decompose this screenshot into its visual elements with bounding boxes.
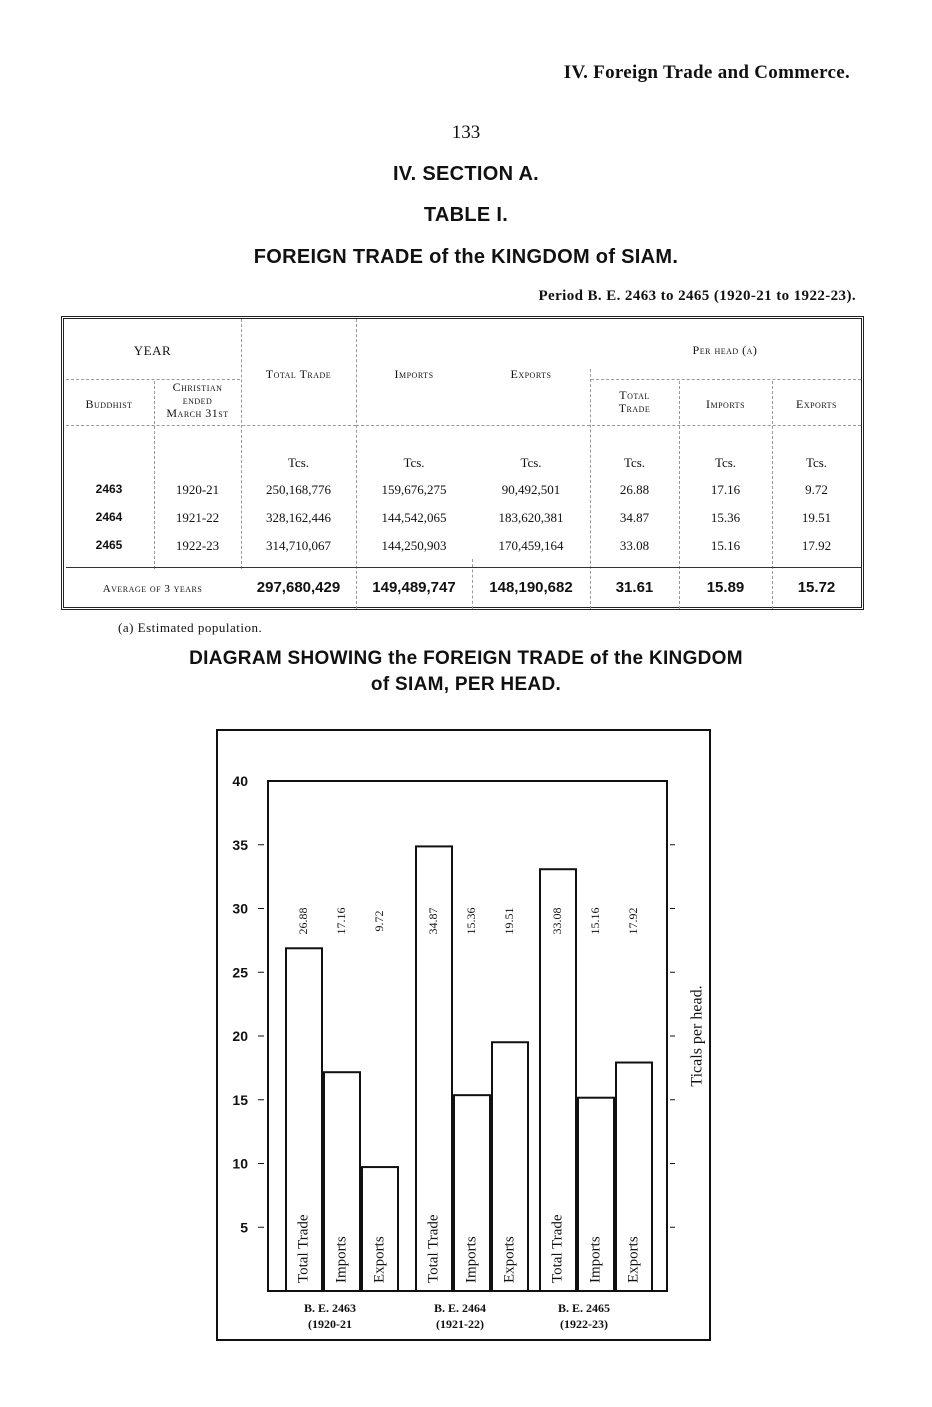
y-tick-label: 30 (232, 900, 248, 917)
y-tick-label: 25 (232, 964, 248, 981)
period-line: Period B. E. 2463 to 2465 (1920-21 to 1922-23). (538, 288, 856, 304)
header-total-trade: Total Trade (265, 367, 332, 381)
y-tick-label: 15 (232, 1091, 248, 1108)
bar-value-label: 9.72 (371, 910, 386, 932)
bar-category-label: Imports (333, 1236, 350, 1283)
header-exports: Exports (510, 367, 552, 381)
group-label-years: (1922-23) (560, 1317, 608, 1331)
running-head: IV. Foreign Trade and Commerce. (563, 62, 850, 83)
unit-label: Tcs. (520, 455, 542, 470)
header-per-head: Per head (a) (692, 343, 758, 357)
header-imports: Imports (394, 367, 434, 381)
group-label-years: (1920-21 (308, 1317, 352, 1331)
header-christian: Christian ended March 31st (166, 380, 229, 420)
unit-label: Tcs. (714, 455, 737, 470)
diagram-title: DIAGRAM SHOWING the FOREIGN TRADE of the KINGDOM of SIAM, PER HEAD. (189, 648, 743, 695)
bar-value-label: 33.08 (549, 907, 564, 935)
bar-value-label: 34.87 (425, 907, 440, 935)
table-number: TABLE I. (423, 204, 509, 226)
y-tick-label: 10 (232, 1155, 248, 1172)
y-tick-label: 40 (232, 773, 248, 789)
group-label-years: (1921-22) (436, 1317, 484, 1331)
y-tick-label: 5 (240, 1219, 248, 1236)
table-title: FOREIGN TRADE of the KINGDOM of SIAM. (253, 246, 679, 268)
y-axis-label: Ticals per head. (688, 985, 706, 1087)
unit-label: Tcs. (287, 455, 310, 470)
per-head-bar-chart (216, 729, 711, 1341)
chart-svg (218, 731, 709, 1339)
bar-value-label: 15.36 (463, 907, 478, 935)
unit-label: Tcs. (623, 455, 646, 470)
header-ph-total: Total Trade (618, 388, 651, 415)
bar-value-label: 26.88 (295, 907, 310, 935)
footnote: (a) Estimated population. (118, 620, 263, 635)
header-ph-imports: Imports (705, 397, 746, 411)
section-heading: IV. SECTION A. (392, 163, 540, 185)
unit-label: Tcs. (805, 455, 828, 470)
bar-value-label: 19.51 (501, 907, 516, 935)
group-label: B. E. 2464 (433, 1301, 487, 1315)
bar-category-label: Imports (463, 1236, 480, 1283)
bar-category-label: Total Trade (549, 1214, 566, 1283)
bar-value-label: 15.16 (587, 907, 602, 935)
header-buddhist: Buddhist (85, 397, 133, 411)
header-ph-exports: Exports (795, 397, 838, 411)
trade-table: YEAR Buddhist Christian ended March 31st Total Trade Imports Exports Per head (a) Total Trade Imports Exports Tcs. Tcs. Tcs. Tcs. Tcs. Tcs. 2463 1920-21 250,168,776 159,676,275 90,492,501 26.88 17.16 9.72 2464 1921-22 328,162,446 144,542,065 183,620,381 34.87 15.36 19.51 2465 1922-23 314,710,067 144,250,903 170,459,164 33.08 15.16 17.92 Average of 3 years 297,680,429 149,489,747 148,190,682 31.61 15.89 15.72 (61, 316, 864, 610)
bar-category-label: Total Trade (295, 1214, 312, 1283)
bar-category-label: Exports (625, 1236, 642, 1283)
bar-value-label: 17.16 (333, 907, 348, 935)
y-tick-label: 35 (232, 836, 248, 853)
group-label: B. E. 2463 (303, 1301, 357, 1315)
bar-category-label: Exports (371, 1236, 388, 1283)
bar-value-label: 17.92 (625, 907, 640, 935)
group-label: B. E. 2465 (557, 1301, 611, 1315)
header-year: YEAR (133, 343, 172, 358)
bar-category-label: Total Trade (425, 1214, 442, 1283)
y-tick-label: 20 (232, 1028, 248, 1044)
unit-label: Tcs. (403, 455, 425, 470)
bar-category-label: Imports (587, 1236, 604, 1283)
bar-category-label: Exports (501, 1236, 518, 1283)
page-number: 133 (451, 122, 481, 143)
